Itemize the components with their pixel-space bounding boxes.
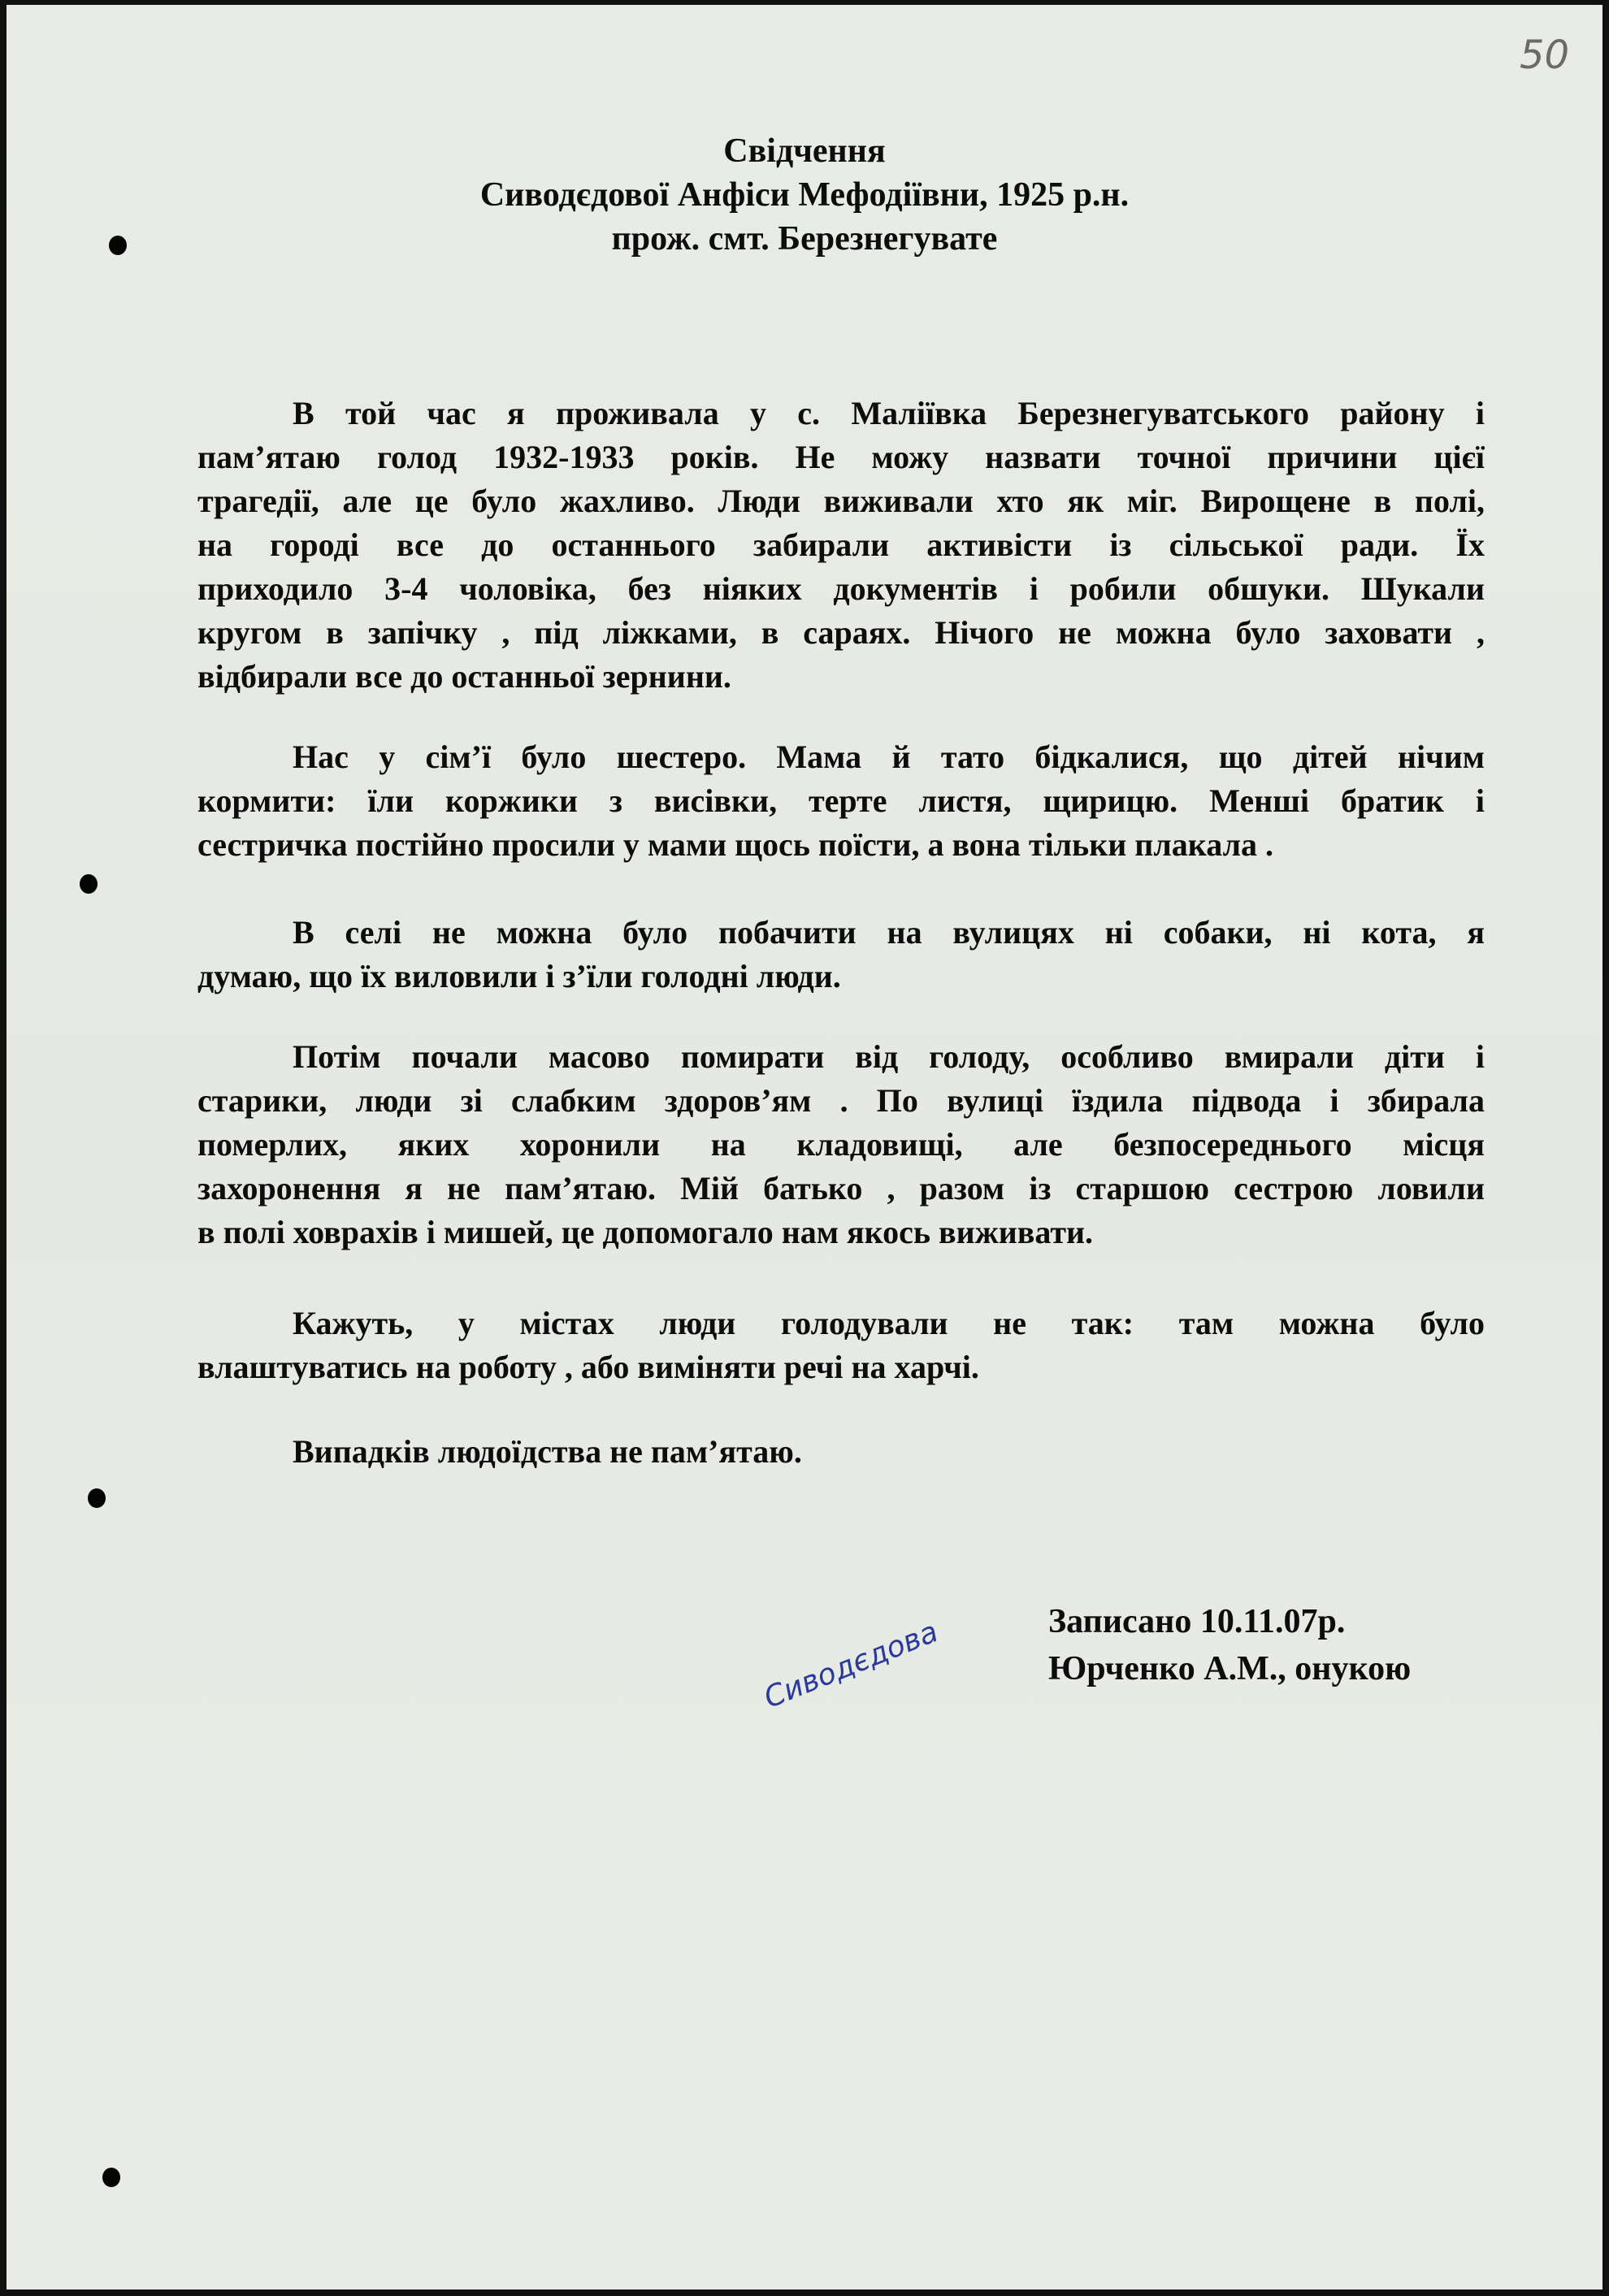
paragraph-1-line: пам’ятаю голод 1932-1933 років. Не можу назвати точної причини цієї xyxy=(197,439,1485,475)
page-number: 50 xyxy=(1520,32,1570,78)
paragraph-3-line: В селі не можна було побачити на вулицях ні собаки, ні кота, я xyxy=(293,914,1485,951)
paragraph-4-line: старики, люди зі слабким здоров’ям . По вулиці їздила підвода і збирала xyxy=(197,1082,1485,1119)
paragraph-5-line: Кажуть, у містах люди голодували не так: там можна було xyxy=(293,1305,1485,1341)
paragraph-2-line: Нас у сім’ї було шестеро. Мама й тато бідкалися, що дітей нічим xyxy=(293,739,1485,775)
paragraph-4-line: захоронення я не пам’ятаю. Мій батько , разом із старшою сестрою ловили xyxy=(197,1170,1485,1206)
witness-name: Сиводєдової Анфіси Мефодіївни, 1925 р.н. xyxy=(479,176,1130,214)
paragraph-4-line: Потім почали масово помирати від голоду, особливо вмирали діти і xyxy=(293,1038,1485,1075)
recorder-name: Юрченко А.М., онукою xyxy=(1048,1650,1412,1687)
punch-hole xyxy=(80,874,98,894)
paragraph-4-line: померлих, яких хоронили на кладовищі, але безпосереднього місця xyxy=(197,1126,1485,1163)
paragraph-1-line: В той час я проживала у с. Маліївка Березнегуватського району і xyxy=(293,395,1485,431)
punch-hole xyxy=(88,1488,106,1508)
paragraph-4-line: в полі ховрахів і мишей, це допомогало нам якось виживати. xyxy=(197,1214,1094,1250)
document-title: Свідчення xyxy=(723,132,886,170)
paragraph-2-line: кормити: їли коржики з висівки, терте листя, щирицю. Менші братик і xyxy=(197,782,1485,819)
paragraph-1-line: приходило 3-4 чоловіка, без ніяких документів і робили обшуки. Шукали xyxy=(197,570,1485,607)
paragraph-3-line: думаю, що їх виловили і з’їли голодні люди. xyxy=(197,958,841,994)
paragraph-1-line: на городі все до останнього забирали активісти із сільської ради. Їх xyxy=(197,526,1485,563)
paragraph-1-line: кругом в запічку , під ліжками, в сараях. Нічого не можна було заховати , xyxy=(197,614,1485,651)
paragraph-1-line: відбирали все до останньої зернини. xyxy=(197,658,731,695)
punch-hole xyxy=(102,2168,120,2187)
handwritten-signature: Сиводєдова xyxy=(759,1615,943,1715)
paragraph-1-line: трагедії, але це було жахливо. Люди виживали хто як міг. Вирощене в полі, xyxy=(197,483,1485,519)
recorded-date: Записано 10.11.07р. xyxy=(1048,1603,1346,1640)
paragraph-5-line: влаштуватись на роботу , або виміняти речі на харчі. xyxy=(197,1349,979,1385)
paragraph-2-line: сестричка постійно просили у мами щось поїсти, а вона тільки плакала . xyxy=(197,826,1274,863)
witness-residence: прож. смт. Березнегувате xyxy=(611,220,998,258)
paragraph-6-line: Випадків людоїдства не пам’ятаю. xyxy=(293,1433,802,1470)
